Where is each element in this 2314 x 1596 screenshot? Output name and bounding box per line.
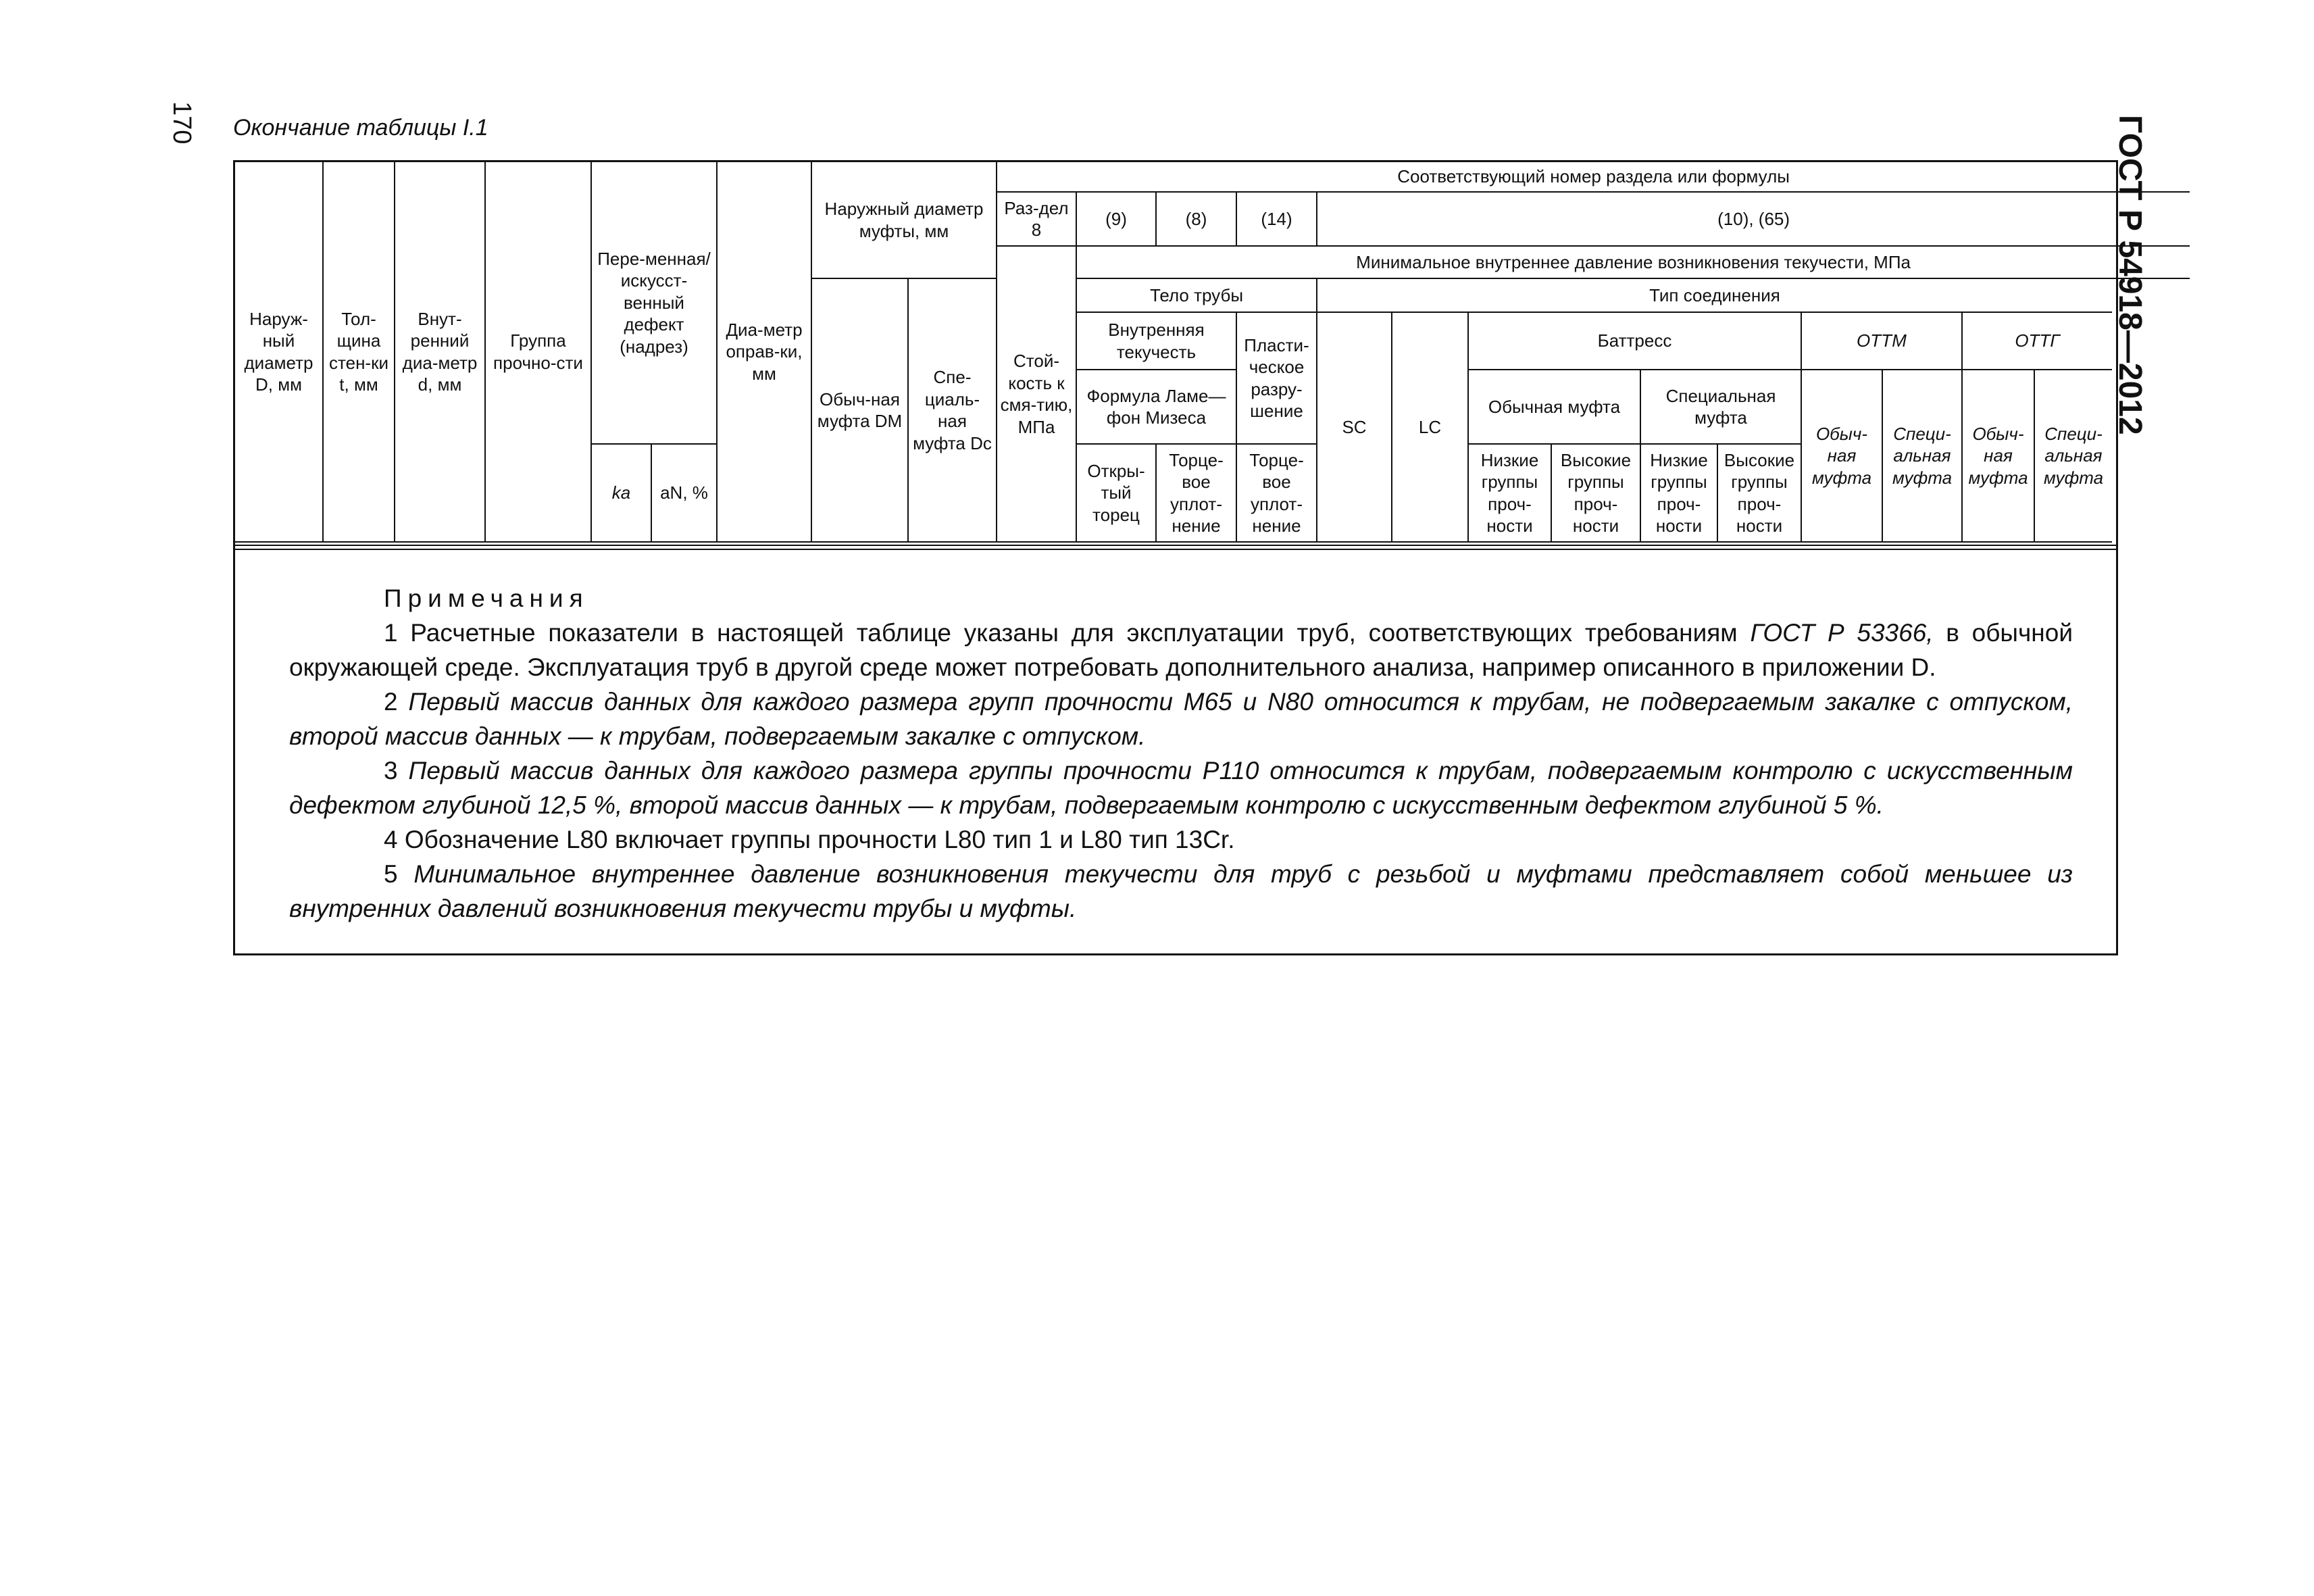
col-formula-14: (14): [1236, 192, 1317, 246]
col-buttress: Баттресс: [1468, 312, 1801, 370]
col-ottg-special: Специ-альная муфта: [2034, 370, 2112, 542]
col-inner-diameter: Внут-ренний диа-метр d, мм: [395, 162, 485, 542]
col-end-seal-1: Торце-вое уплот-нение: [1156, 444, 1236, 542]
col-connection-type: Тип соединения: [1317, 278, 2112, 312]
col-plastic-failure: Пласти-ческое разру-шение: [1236, 312, 1317, 444]
notes-section: [289, 581, 2073, 926]
col-regular-coupling: Обыч-ная муфта DM: [811, 278, 908, 542]
col-ottm: ОТТМ: [1801, 312, 1962, 370]
col-low-groups-2: Низкие группы проч-ности: [1640, 444, 1717, 542]
col-outer-diameter: Наруж-ный диаметр D, мм: [235, 162, 323, 542]
note-3: 3 Первый массив данных для каждого размера группы прочности Р110 относится к трубам, подвергаемым контролю с искусственным дефектом глубиной 12,5 %, второй массив данных — к трубам, подвергаемым контролю с искусственным дефектом глубиной 5 %.: [289, 757, 2073, 819]
col-ottg: ОТТГ: [1962, 312, 2112, 370]
col-sc: SC: [1317, 312, 1392, 542]
col-internal-yield: Внутренняя текучесть: [1076, 312, 1236, 370]
col-section-8: Раз-дел 8: [997, 192, 1076, 246]
col-low-groups-1: Низкие группы проч-ности: [1468, 444, 1551, 542]
col-strength-group: Группа прочно-сти: [485, 162, 591, 542]
note-4: 4 Обозначение L80 включает группы прочности L80 тип 1 и L80 тип 13Cr.: [384, 826, 1235, 853]
col-mandrel-diameter: Диа-метр оправ-ки, мм: [717, 162, 811, 542]
table-frame: [233, 160, 2118, 955]
col-pipe-body: Тело трубы: [1076, 278, 1317, 312]
col-special-coupling: Спе-циаль-ная муфта Dc: [908, 278, 997, 542]
col-lame-mises: Формула Ламе—фон Мизеса: [1076, 370, 1236, 444]
col-high-groups-2: Высокие группы проч-ности: [1717, 444, 1801, 542]
table-header: [235, 162, 2190, 543]
col-ottg-regular: Обыч-ная муфта: [1962, 370, 2034, 542]
col-end-seal-2: Торце-вое уплот-нение: [1236, 444, 1317, 542]
col-ottm-regular: Обыч-ная муфта: [1801, 370, 1882, 542]
col-collapse-resistance: Стой-кость к смя-тию, МПа: [997, 246, 1076, 542]
header-separator: [235, 545, 2116, 550]
note-2: 2 Первый массив данных для каждого размера групп прочности М65 и N80 относится к трубам, не подвергаемым закалке с отпуском, второй массив данных — к трубам, подвергаемым закалке с отпуском.: [289, 688, 2073, 750]
col-an: aN, %: [651, 444, 717, 542]
table-caption: Окончание таблицы I.1: [233, 115, 488, 141]
col-formula-9: (9): [1076, 192, 1156, 246]
note-5: 5 Минимальное внутреннее давление возникновения текучести для труб с резьбой и муфтами представляет собой меньшее из внутренних давлений возникновения текучести трубы и муфты.: [289, 860, 2073, 922]
col-high-groups-1: Высокие группы проч-ности: [1551, 444, 1640, 542]
running-head: ГОСТ Р 54918—2012: [2112, 115, 2148, 435]
col-formula-8: (8): [1156, 192, 1236, 246]
col-corresponding-section: Соответствующий номер раздела или формулы: [997, 162, 2190, 192]
col-buttress-special: Специальная муфта: [1640, 370, 1801, 444]
col-coupling-outer-diameter: Наружный диаметр муфты, мм: [811, 162, 997, 278]
notes-title: Примечания: [384, 584, 589, 612]
note-1: 1 Расчетные показатели в настоящей таблице указаны для эксплуатации труб, соответствующих требованиям ГОСТ Р 53366, в обычной окружающей среде. Эксплуатация труб в другой среде может потребовать дополнительного анализа, например описанного в приложении D.: [289, 619, 2073, 681]
page-number: 170: [168, 101, 196, 145]
col-ka: ka: [591, 444, 651, 542]
col-formula-10-65: (10), (65): [1317, 192, 2190, 246]
col-variable-defect: Пере-менная/ искусст-венный дефект (надрез): [591, 162, 717, 444]
col-lc: LC: [1392, 312, 1468, 542]
col-min-internal-pressure: Минимальное внутреннее давление возникновения текучести, МПа: [1076, 246, 2190, 278]
col-open-end: Откры-тый торец: [1076, 444, 1156, 542]
col-ottm-special: Специ-альная муфта: [1882, 370, 1962, 542]
col-wall-thickness: Тол-щина стен-ки t, мм: [323, 162, 395, 542]
col-buttress-regular: Обычная муфта: [1468, 370, 1640, 444]
